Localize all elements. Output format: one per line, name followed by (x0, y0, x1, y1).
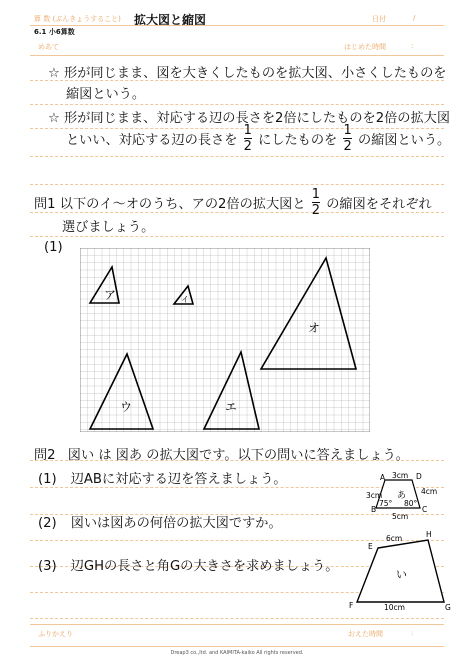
fraction-half: $\frac{1}{2}$ (311, 187, 321, 218)
label-u: ウ (120, 400, 133, 414)
figure-a (364, 468, 444, 526)
end-time-label: おえた時間 (348, 630, 383, 638)
svg-text:75°: 75° (379, 499, 393, 508)
svg-text:G: G (445, 603, 451, 612)
svg-text:80°: 80° (404, 499, 418, 508)
label-e: エ (225, 400, 238, 414)
svg-text:い: い (396, 568, 407, 581)
question-2-item-1: (1) 辺ABに対応する辺を答えましょう。 (38, 472, 287, 487)
svg-text:E: E (368, 542, 373, 551)
goal-rule (30, 55, 444, 56)
question-1: 問1 以下のイ〜オのうち、アの2倍の拡大図と $\frac{1}{2}$ の縮図をそれぞれ (34, 187, 432, 218)
subject-label: 算 数 (ぶんきょうすること) (34, 15, 121, 23)
svg-text:F: F (349, 601, 354, 610)
svg-text:5cm: 5cm (392, 512, 409, 521)
header-rule (30, 25, 444, 26)
svg-text:10cm: 10cm (384, 603, 405, 612)
definition-1: ☆ 形が同じまま、図を大きくしたものを拡大図、小さくしたものを (48, 66, 447, 81)
star-icon: ☆ (48, 66, 60, 81)
svg-text:C: C (422, 505, 428, 514)
star-icon: ☆ (48, 111, 60, 126)
question-2: 問2 図い は 図あ の拡大図です。以下の問いに答えましょう。 (34, 448, 409, 463)
svg-text:H: H (426, 530, 432, 539)
svg-text:D: D (416, 472, 422, 481)
copyright: Dreap3 co.,ltd. and KAIMITA-kaiko All rights reserved. (170, 650, 304, 656)
footer-bottom-rule (30, 646, 444, 647)
footer-rule (30, 624, 444, 625)
review-label: ふりかえり (38, 630, 73, 638)
label-a: ア (104, 288, 117, 302)
definition-2: ☆ 形が同じまま、対応する辺の長さを2倍にしたものを2倍の拡大図 (48, 111, 451, 126)
triangle-grid (80, 248, 370, 432)
date-label: 日付 (372, 15, 386, 23)
question-1-line2: 選びましょう。 (62, 220, 155, 235)
page-title: 拡大図と縮図 (134, 13, 207, 27)
figure-i (346, 530, 456, 614)
svg-text:B: B (371, 505, 377, 514)
fraction-half: $\frac{1}{2}$ (343, 123, 352, 154)
unit-label: 6.1 小6算数 (34, 28, 75, 36)
svg-text:あ: あ (397, 491, 407, 501)
end-time-colon: : (411, 629, 414, 637)
question-2-item-2: (2) 図いは図あの何倍の拡大図ですか。 (38, 516, 282, 531)
start-time-colon: : (411, 42, 414, 50)
question-2-item-3: (3) 辺GHの長さと角Gの大きさを求めましょう。 (38, 559, 339, 574)
question-1-sub: (1) (44, 240, 63, 255)
svg-text:6cm: 6cm (386, 534, 403, 543)
definition-2-line2: といい、対応する辺の長さを $\frac{1}{2}$ にしたものを $\frac{1}{2}$ の縮図という。 (66, 123, 451, 154)
goal-label: めあて (38, 43, 59, 51)
svg-text:3cm: 3cm (392, 471, 409, 480)
date-separator: / (413, 14, 416, 22)
fraction-half: $\frac{1}{2}$ (243, 123, 252, 154)
definition-1-line2: 縮図という。 (66, 87, 146, 102)
svg-text:4cm: 4cm (421, 487, 438, 496)
label-i: イ (181, 295, 189, 304)
label-o: オ (308, 321, 321, 335)
svg-text:3cm: 3cm (366, 491, 383, 500)
svg-text:A: A (380, 473, 386, 482)
start-time-label: はじめた時間 (344, 43, 386, 51)
